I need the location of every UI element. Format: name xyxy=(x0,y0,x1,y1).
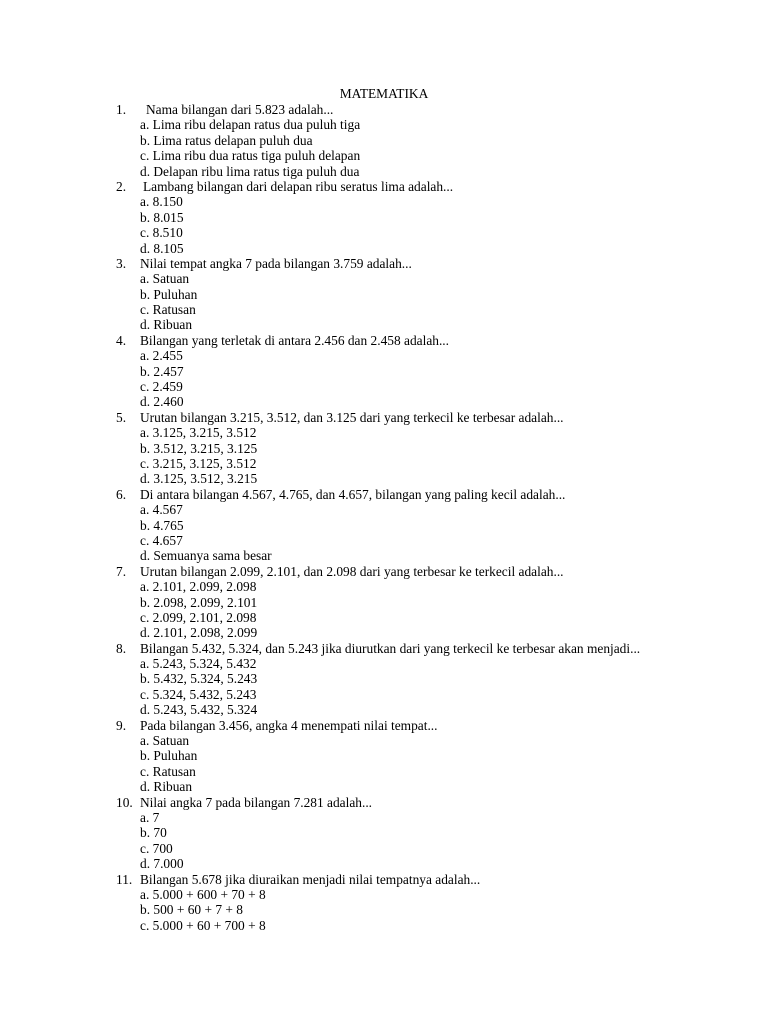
answer-option: d. 3.125, 3.512, 3.215 xyxy=(140,471,258,487)
answer-option: a. 2.101, 2.099, 2.098 xyxy=(140,579,257,595)
question-number: 4. xyxy=(116,332,127,348)
question-line xyxy=(0,487,768,502)
answer-option: c. 700 xyxy=(140,840,173,856)
answer-option: a. Satuan xyxy=(140,733,190,749)
answer-option: d. Semuanya sama besar xyxy=(140,548,272,564)
answer-option: a. 4.567 xyxy=(140,502,183,518)
answer-option: c. 2.459 xyxy=(140,379,183,395)
question-number: 5. xyxy=(116,409,127,425)
question-line xyxy=(0,718,768,733)
answer-option: b. 2.098, 2.099, 2.101 xyxy=(140,594,258,610)
question-item xyxy=(0,179,768,256)
question-number: 8. xyxy=(116,640,127,656)
answer-option: b. Puluhan xyxy=(140,748,198,764)
answer-option: c. Ratusan xyxy=(140,302,196,318)
question-number: 7. xyxy=(116,563,127,579)
answer-option: d. 8.105 xyxy=(140,240,184,256)
answer-option: d. Ribuan xyxy=(140,317,193,333)
question-item xyxy=(0,641,768,718)
answer-option: a. 7 xyxy=(140,809,160,825)
question-item xyxy=(0,333,768,410)
question-text: Di antara bilangan 4.567, 4.765, dan 4.657, bilangan yang paling kecil adalah... xyxy=(140,486,566,502)
question-text: Nilai tempat angka 7 pada bilangan 3.759 adalah... xyxy=(140,255,412,271)
question-line xyxy=(0,872,768,887)
question-line xyxy=(0,641,768,656)
question-text: Bilangan 5.432, 5.324, dan 5.243 jika diurutkan dari yang terkecil ke terbesar akan menjadi... xyxy=(140,640,641,656)
answer-option: c. 5.000 + 60 + 700 + 8 xyxy=(140,917,266,933)
question-text: Bilangan 5.678 jika diuraikan menjadi nilai tempatnya adalah... xyxy=(140,871,481,887)
answer-option: d. 2.101, 2.098, 2.099 xyxy=(140,625,258,641)
question-line xyxy=(0,795,768,810)
question-item xyxy=(0,410,768,487)
answer-option: b. 5.432, 5.324, 5.243 xyxy=(140,671,258,687)
answer-option: b. 500 + 60 + 7 + 8 xyxy=(140,902,243,918)
question-number: 9. xyxy=(116,717,127,733)
answer-option: a. 3.125, 3.215, 3.512 xyxy=(140,425,257,441)
question-text: Nama bilangan dari 5.823 adalah... xyxy=(146,102,334,117)
answer-option: b. 70 xyxy=(140,825,167,841)
document-title: MATEMATIKA xyxy=(339,86,429,101)
question-text: Urutan bilangan 2.099, 2.101, dan 2.098 dari yang terbesar ke terkecil adalah... xyxy=(140,563,564,579)
answer-option: c. Lima ribu dua ratus tiga puluh delapan xyxy=(140,148,361,164)
question-item xyxy=(0,102,768,179)
question-text: Nilai angka 7 pada bilangan 7.281 adalah... xyxy=(140,794,373,810)
question-item xyxy=(0,718,768,795)
question-number: 3. xyxy=(116,255,127,271)
question-number: 6. xyxy=(116,486,127,502)
question-item xyxy=(0,564,768,641)
answer-option: b. 2.457 xyxy=(140,363,184,379)
question-list xyxy=(0,102,768,933)
question-text: Lambang bilangan dari delapan ribu seratus lima adalah... xyxy=(143,178,454,194)
question-number: 1. xyxy=(116,102,127,117)
question-item xyxy=(0,487,768,564)
answer-option: d. 2.460 xyxy=(140,394,184,410)
question-text: Pada bilangan 3.456, angka 4 menempati nilai tempat... xyxy=(140,717,438,733)
document-page xyxy=(0,86,768,933)
answer-option: b. 3.512, 3.215, 3.125 xyxy=(140,440,258,456)
answer-option: d. 7.000 xyxy=(140,856,184,872)
answer-option: c. 5.324, 5.432, 5.243 xyxy=(140,686,257,702)
answer-option: a. 5.000 + 600 + 70 + 8 xyxy=(140,886,266,902)
answer-option: c. 2.099, 2.101, 2.098 xyxy=(140,609,257,625)
question-item xyxy=(0,872,768,934)
question-line xyxy=(0,179,768,194)
question-item xyxy=(0,795,768,872)
answer-option: a. Satuan xyxy=(140,271,190,287)
question-line xyxy=(0,333,768,348)
answer-option: b. Puluhan xyxy=(140,286,198,302)
question-item xyxy=(0,256,768,333)
answer-option: a. 2.455 xyxy=(140,348,183,364)
question-text: Bilangan yang terletak di antara 2.456 dan 2.458 adalah... xyxy=(140,332,449,348)
answer-option: a. 5.243, 5.324, 5.432 xyxy=(140,656,257,672)
answer-option: c. Ratusan xyxy=(140,763,196,779)
question-text: Urutan bilangan 3.215, 3.512, dan 3.125 dari yang terkecil ke terbesar adalah... xyxy=(140,409,564,425)
answer-option: d. 5.243, 5.432, 5.324 xyxy=(140,702,258,718)
question-number: 11. xyxy=(116,871,133,887)
question-line xyxy=(0,410,768,425)
answer-option: b. 4.765 xyxy=(140,517,184,533)
question-number: 10. xyxy=(116,794,133,810)
answer-option: c. 4.657 xyxy=(140,532,183,548)
question-number: 2. xyxy=(116,178,127,194)
answer-option: a. Lima ribu delapan ratus dua puluh tiga xyxy=(140,117,361,133)
answer-option: b. 8.015 xyxy=(140,209,184,225)
question-line xyxy=(0,564,768,579)
answer-option: c. 3.215, 3.125, 3.512 xyxy=(140,455,257,471)
answer-option: d. Delapan ribu lima ratus tiga puluh dua xyxy=(140,163,360,179)
question-line xyxy=(0,256,768,271)
answer-option: d. Ribuan xyxy=(140,779,193,795)
answer-option: c. 8.510 xyxy=(140,225,183,241)
answer-option: a. 8.150 xyxy=(140,194,183,210)
answer-option: b. Lima ratus delapan puluh dua xyxy=(140,132,313,148)
question-line xyxy=(0,102,768,117)
